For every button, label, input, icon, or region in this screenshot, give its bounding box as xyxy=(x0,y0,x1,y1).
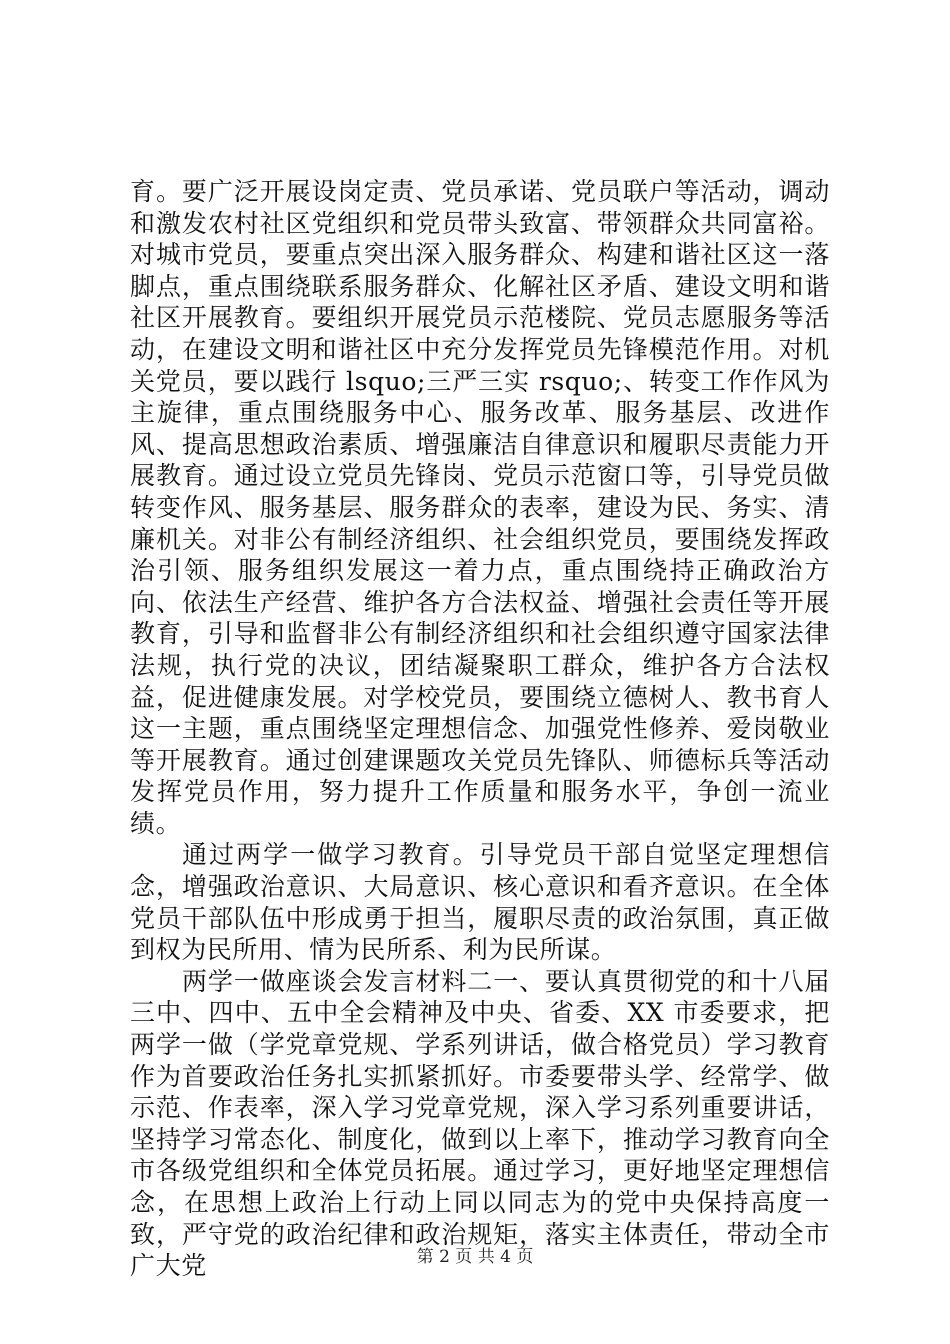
paragraph-1: 育。要广泛开展设岗定责、党员承诺、党员联户等活动，调动和激发农村社区党组织和党员带头致富、带领群众共同富裕。对城市党员，要重点突出深入服务群众、构建和谐社区这一落脚点，重点围绕联系服务群众、化解社区矛盾、建设文明和谐社区开展教育。要组织开展党员示范楼院、党员志愿服务等活动，在建设文明和谐社区中充分发挥党员先锋模范作用。对机关党员，要以践行 lsquo;三严三实 rsquo;、转变工作作风为主旋律，重点围绕服务中心、服务改革、服务基层、改进作风、提高思想政治素质、增强廉洁自律意识和履职尽责能力开展教育。通过设立党员先锋岗、党员示范窗口等，引导党员做转变作风、服务基层、服务群众的表率，建设为民、务实、清廉机关。对非公有制经济组织、社会组织党员，要围绕发挥政治引领、服务组织发展这一着力点，重点围绕持正确政治方向、依法生产经营、维护各方合法权益、增强社会责任等开展教育，引导和监督非公有制经济组织和社会组织遵守国家法律法规，执行党的决议，团结凝聚职工群众，维护各方合法权益，促进健康发展。对学校党员，要围绕立德树人、教书育人这一主题，重点围绕坚定理想信念、加强党性修养、爱岗敬业等开展教育。通过创建课题攻关党员先锋队、师德标兵等活动发挥党员作用，努力提升工作质量和服务水平，争创一流业绩。 xyxy=(130,177,830,838)
document-body xyxy=(130,176,830,1282)
paragraph-3: 两学一做座谈会发言材料二一、要认真贯彻党的和十八届三中、四中、五中全会精神及中央、省委、XX 市委要求，把两学一做（学党章党规、学系列讲话，做合格党员）学习教育作为首要政治任务扎实抓紧抓好。市委要带头学、经常学、做示范、作表率，深入学习党章党规，深入学习系列重要讲话，坚持学习常态化、制度化，做到以上率下，推动学习教育向全市各级党组织和全体党员拓展。通过学习，更好地坚定理想信念，在思想上政治上行动上同以同志为的党中央保持高度一致，严守党的政治纪律和政治规矩，落实主体责任，带动全市广大党 xyxy=(130,966,830,1281)
paragraph-2: 通过两学一做学习教育。引导党员干部自觉坚定理想信念，增强政治意识、大局意识、核心意识和看齐意识。在全体党员干部队伍中形成勇于担当，履职尽责的政治氛围，真正做到权为民所用、情为民所系、利为民所谋。 xyxy=(130,840,830,965)
page-footer: 第 2 页 共 4 页 xyxy=(416,1247,534,1267)
